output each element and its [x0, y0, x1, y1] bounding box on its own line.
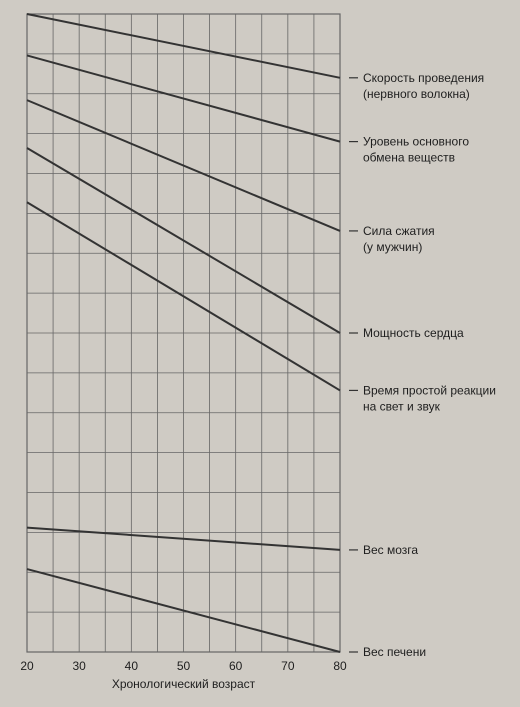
series-label-line: Уровень основного	[363, 134, 469, 149]
x-axis-label: Хронологический возраст	[111, 677, 256, 691]
series-label	[363, 224, 435, 254]
series-label-line: обмена веществ	[363, 150, 456, 165]
series-label	[363, 543, 418, 557]
x-tick-label: 50	[176, 659, 191, 673]
series-label-line: Сила сжатия	[363, 223, 435, 238]
series-label	[363, 645, 426, 659]
series-label	[363, 135, 469, 165]
series-label	[363, 71, 484, 101]
series-label-line: (нервного волокна)	[363, 86, 470, 101]
x-tick-label: 20	[20, 659, 34, 673]
series-label-line: Вес печени	[363, 645, 427, 659]
series-label-line: (у мужчин)	[363, 239, 423, 254]
x-tick-label: 60	[228, 659, 243, 673]
series-label-line: Вес мозга	[363, 542, 419, 557]
series-label-line: Скорость проведения	[363, 70, 485, 85]
series-label	[363, 383, 496, 413]
series-label-line: Мощность сердца	[363, 326, 464, 340]
x-tick-label: 40	[124, 659, 139, 673]
series-label	[363, 326, 464, 340]
x-tick-label: 80	[333, 659, 347, 673]
series-label-line: на свет и звук	[363, 399, 440, 414]
x-tick-label: 70	[281, 659, 295, 673]
series-label-line: Время простой реакции	[363, 383, 496, 398]
x-tick-label: 30	[72, 659, 86, 673]
